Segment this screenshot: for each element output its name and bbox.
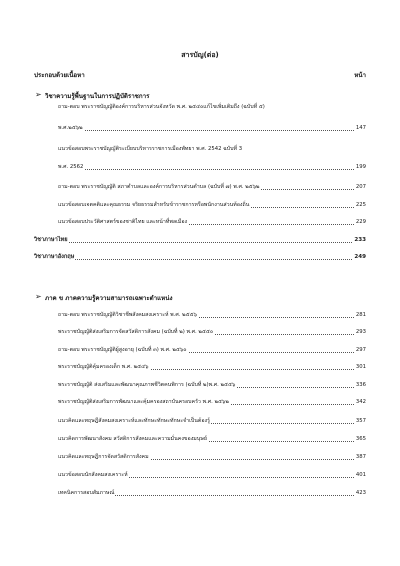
toc-row xyxy=(58,380,366,390)
toc-entry-text: แนวคิดและทฤษฎีการจัดสวัสดิการสังคม xyxy=(58,454,149,460)
toc-page-number: 387 xyxy=(355,454,366,460)
toc-row xyxy=(58,162,366,172)
toc-entry-text: พ.ศ. 2562 xyxy=(58,164,84,170)
arrow-bullet-icon: ➢ xyxy=(35,292,42,301)
toc-row xyxy=(58,345,366,355)
page-column-label: หน้า xyxy=(354,72,366,79)
toc-entry-text: เทคนิคการสอบสัมภาษณ์ xyxy=(58,490,115,496)
section-heading xyxy=(35,90,150,101)
toc-row xyxy=(58,416,366,426)
toc-row xyxy=(58,434,366,444)
toc-page-number: 357 xyxy=(355,418,366,424)
toc-page-number: 301 xyxy=(355,364,366,370)
page-title: สารบัญ(ต่อ) xyxy=(181,51,219,59)
toc-page-number: 401 xyxy=(355,472,366,478)
toc-row xyxy=(58,452,366,462)
content-column-label: ประกอบด้วยเนื้อหา xyxy=(34,72,85,79)
arrow-bullet-icon: ➢ xyxy=(35,90,42,99)
toc-entry-text: แนวข้อสอบประวัติศาสตร์ของชาติไทย และหน้าที่พลเมือง xyxy=(58,219,188,225)
toc-row xyxy=(58,470,366,480)
toc-row xyxy=(58,327,366,337)
toc-entry-text: พ.ศ.๒๕๖๒ xyxy=(58,125,83,131)
dot-leader xyxy=(34,242,366,243)
toc-page-number: 293 xyxy=(355,329,366,335)
toc-entry-text: แนวข้อสอบเจตคติและคุณธรรม จริยธรรมสำหรับข้าราชการหรือพนักงานส่วนท้องถิ่น xyxy=(58,202,250,208)
toc-entry-text: พระราชบัญญัติส่งเสริมการจัดสวัสดิการสังคม (ฉบับที่ ๒) พ.ศ. ๒๕๕๐ xyxy=(58,329,214,335)
dot-leader xyxy=(58,130,366,131)
toc-subject-text: วิชาภาษาอังกฤษ xyxy=(34,254,75,260)
toc-page-number: 365 xyxy=(355,436,366,442)
toc-page-number: 342 xyxy=(355,399,366,405)
toc-entry-text: พระราชบัญญัติ ส่งเสริมและพัฒนาคุณภาพชีวิตคนพิการ (ฉบับที่ ๒)พ.ศ. ๒๕๕๖ xyxy=(58,382,236,388)
toc-entry-text: แนวข้อสอบพระราชบัญญัติระเบียบบริหารราชการเมืองพัทยา พ.ศ. 2542 ฉบับที่ 3 xyxy=(58,146,243,152)
toc-entry-text: ถาม-ตอบ พระราชบัญญัติ สภาตำบลและองค์การบริหารส่วนตำบล (ฉบับที่ ๗) พ.ศ. ๒๕๖๒ xyxy=(58,184,260,190)
toc-entry-text: แนวข้อสอบนักสังคมสงเคราะห์ xyxy=(58,472,128,478)
toc-subject-text: วิชาภาษาไทย xyxy=(34,237,68,243)
toc-row xyxy=(58,362,366,372)
toc-page-number: 249 xyxy=(354,254,366,260)
dot-leader xyxy=(58,169,366,170)
toc-row xyxy=(58,310,366,320)
toc-entry-text: ถาม-ตอบ พระราชบัญญัติผู้สูงอายุ (ฉบับที่ ๓) พ.ศ. ๒๕๖๐ xyxy=(58,347,187,353)
toc-page-number: 423 xyxy=(355,490,366,496)
toc-row xyxy=(58,123,366,133)
toc-row xyxy=(58,397,366,407)
toc-row xyxy=(58,102,366,112)
toc-entry-text: ถาม-ตอบ พระราชบัญญัติวิชาชีพสังคมสงเคราะห์ พ.ศ. ๒๕๕๖ xyxy=(58,312,197,318)
toc-entry-text: ถาม-ตอบ พระราชบัญญัติองค์การบริหารส่วนจังหวัด พ.ศ. ๒๕๔๐แก้ไขเพิ่มเติมถึง (ฉบับที่ ๕) xyxy=(58,104,265,110)
toc-page-number: 229 xyxy=(355,219,366,225)
toc-page-number: 207 xyxy=(355,184,366,190)
toc-subject-row xyxy=(34,235,366,245)
toc-header xyxy=(34,70,366,80)
toc-page-number: 199 xyxy=(355,164,366,170)
toc-entry-text: พระราชบัญญัติคุ้มครองเด็ก พ.ศ. ๒๕๔๖ xyxy=(58,364,149,370)
toc-row xyxy=(58,144,366,154)
toc-row xyxy=(58,488,366,498)
toc-page-number: 225 xyxy=(355,202,366,208)
toc-subject-row xyxy=(34,252,366,262)
toc-row xyxy=(58,182,366,192)
toc-page-number: 297 xyxy=(355,347,366,353)
section-heading-text: ภาค ข ภาคความรู้ความสามารถเฉพาะตำแหน่ง xyxy=(45,295,173,302)
toc-row xyxy=(58,217,366,227)
toc-page-number: 281 xyxy=(355,312,366,318)
toc-row xyxy=(58,200,366,210)
toc-page-number: 336 xyxy=(355,382,366,388)
section-heading-text: วิชาความรู้พื้นฐานในการปฏิบัติราชการ xyxy=(45,93,150,100)
toc-page-number: 233 xyxy=(354,237,366,243)
toc-entry-text: แนวคิดการพัฒนาสังคม สวัสดิการสังคมและความมั่นคงของมนุษย์ xyxy=(58,436,208,442)
toc-entry-text: แนวคิดและทฤษฎีสังคมสงเคราะห์และทักษะทักษะทักษะจำเป็นต้องรู้ xyxy=(58,418,210,424)
dot-leader xyxy=(34,259,366,260)
toc-page-number: 147 xyxy=(355,125,366,131)
toc-entry-text: พระราชบัญญัติส่งเสริมการพัฒนาและคุ้มครองสถาบันครอบครัว พ.ศ. ๒๕๖๒ xyxy=(58,399,229,405)
section-heading xyxy=(35,292,173,303)
